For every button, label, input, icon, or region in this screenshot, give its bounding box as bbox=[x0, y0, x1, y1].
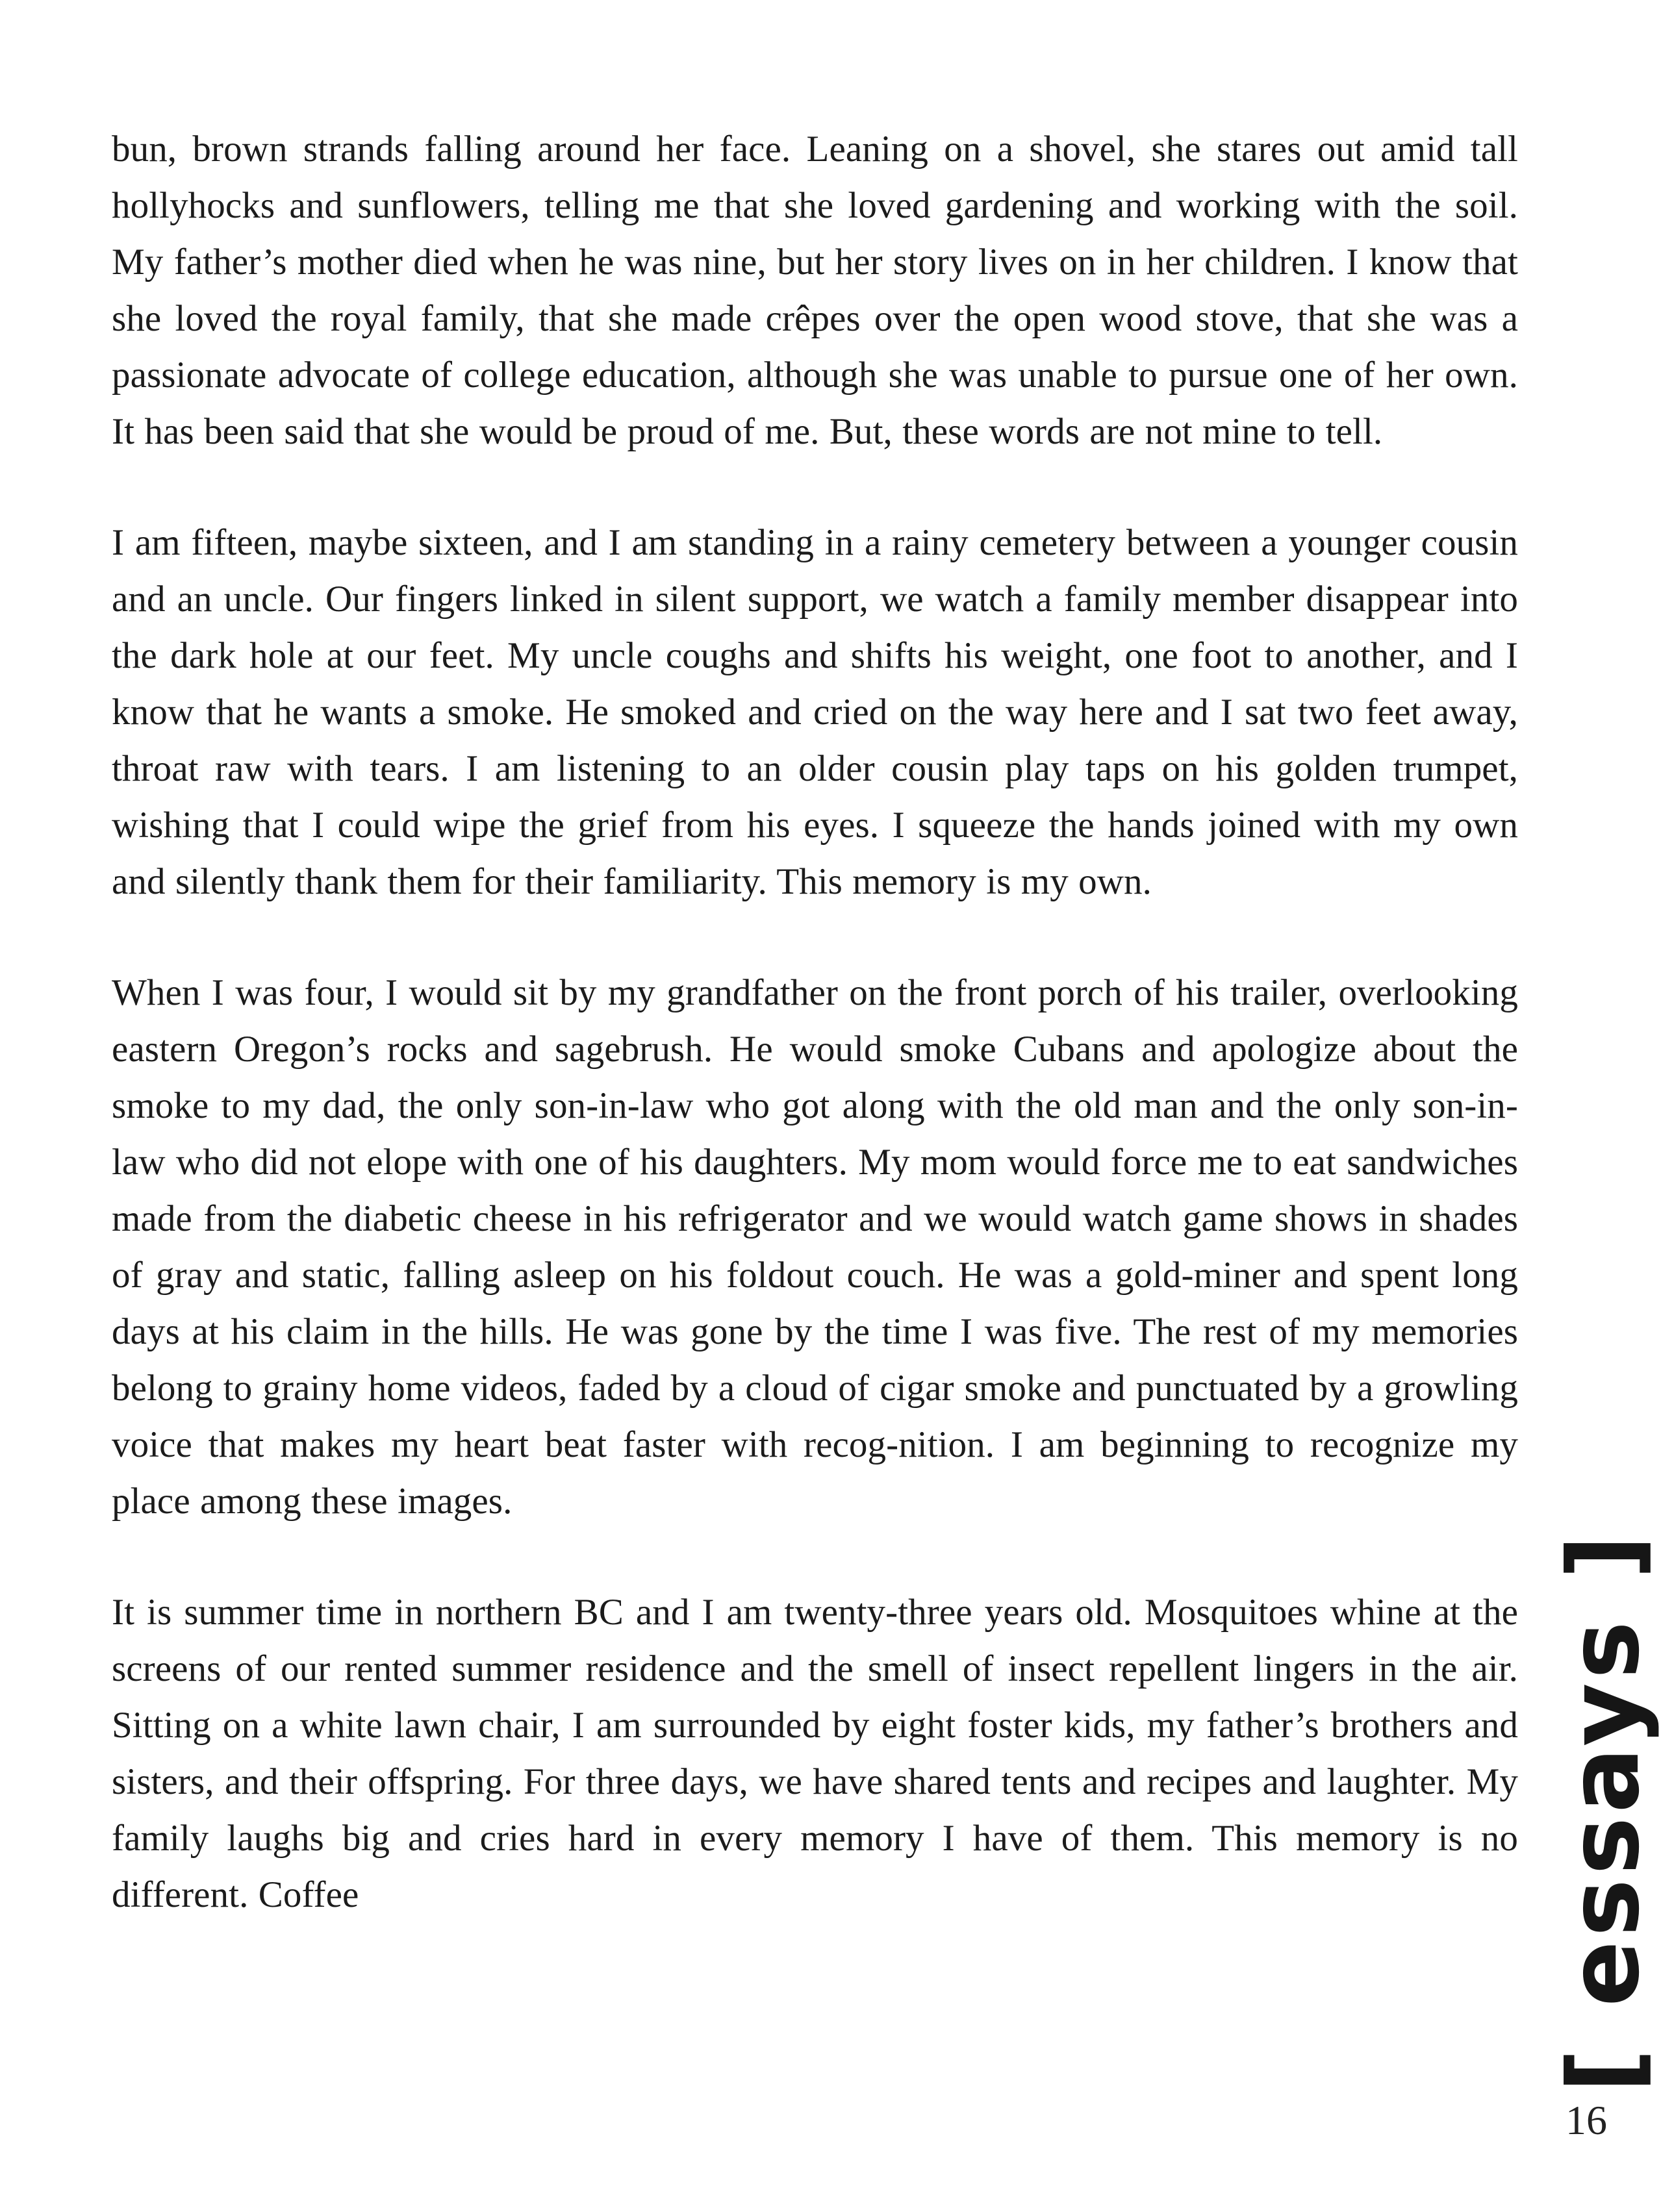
paragraph-4: It is summer time in northern BC and I am twenty-three years old. Mosquitoes whine at the screens of our rented summer residence and the smell of insect repellent lingers in the air. Sitting on a white lawn chair, I am surrounded by eight foster kids, my father’s brothers and sisters, and their offspring. For three days, we have shared tents and recipes and laughter. My family laughs big and cries hard in every memory I have of them. This memory is no different. Coffee bbox=[112, 1592, 1518, 1915]
body-text bbox=[112, 121, 1518, 1923]
page-number: 16 bbox=[1566, 2097, 1607, 2143]
section-side-title: [ essays ] bbox=[1548, 1531, 1661, 2093]
paragraph-2: I am fifteen, maybe sixteen, and I am standing in a rainy cemetery between a younger cousin and an uncle. Our fingers linked in silent support, we watch a family member disappear into the dark hole at our feet. My uncle coughs and shifts his weight, one foot to another, and I know that he wants a smoke. He smoked and cried on the way here and I sat two feet away, throat raw with tears. I am listening to an older cousin play taps on his golden trumpet, wishing that I could wipe the grief from his eyes. I squeeze the hands joined with my own and silently thank them for their familiarity. This memory is my own. bbox=[112, 522, 1518, 902]
paragraph-1: bun, brown strands falling around her face. Leaning on a shovel, she stares out amid tall hollyhocks and sunflowers, telling me that she loved gardening and working with the soil. My father’s mother died when he was nine, but her story lives on in her children. I know that she loved the royal family, that she made crêpes over the open wood stove, that she was a passionate advocate of college education, although she was unable to pursue one of her own. It has been said that she would be proud of me. But, these words are not mine to tell. bbox=[112, 129, 1518, 452]
paragraph-3: When I was four, I would sit by my grandfather on the front porch of his trailer, overlooking eastern Oregon’s rocks and sagebrush. He would smoke Cubans and apologize about the smoke to my dad, the only son-in-law who got along with the old man and the only son-in-law who did not elope with one of his daughters. My mom would force me to eat sandwiches made from the diabetic cheese in his refrigerator and we would watch game shows in shades of gray and static, falling asleep on his foldout couch. He was a gold-miner and spent long days at his claim in the hills. He was gone by the time I was five. The rest of my memories belong to grainy home videos, faded by a cloud of cigar smoke and punctuated by a growling voice that makes my heart beat faster with recog-nition. I am beginning to recognize my place among these images. bbox=[112, 972, 1518, 1522]
